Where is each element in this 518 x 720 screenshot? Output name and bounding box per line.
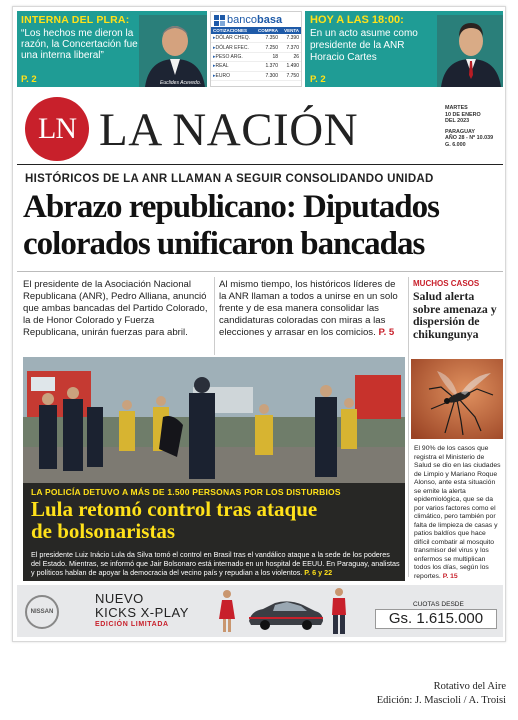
- dateline: MARTES 10 DE ENERO DEL 2023 PARAGUAY AÑO 28 - Nº 10.039 G. 6.000: [445, 105, 494, 148]
- credits-line1: Rotativo del Aire: [433, 681, 506, 692]
- exchange-row: ▸ DÓLAR CHEQ. 7.350 7.390: [211, 34, 301, 43]
- lead-kicker: HISTÓRICOS DE LA ANR LLAMAN A SEGUIR CONSOLIDANDO UNIDAD: [25, 173, 434, 185]
- main-photo-story[interactable]: [23, 357, 405, 581]
- photo-story-page-ref: P. 6 y 22: [304, 568, 333, 577]
- promo-plra-page: P. 2: [21, 74, 37, 85]
- ad-line3: EDICIÓN LIMITADA: [95, 621, 169, 628]
- column-divider: [214, 277, 215, 355]
- promo-cartes-text: En un acto asume como presidente de la ANR Horacio Cartes: [310, 28, 418, 63]
- exchange-row: ▸ EURO 7.300 7.750: [211, 72, 301, 81]
- woman-figure: [217, 589, 237, 633]
- photo-story-headline[interactable]: Lula retomó control tras ataque de bolsonaristas: [31, 497, 318, 543]
- lead-body-col2: Al mismo tiempo, los históricos líderes de la ANR llaman a todos a unirse en un solo frente y de esa manera consolidar las candidaturas coloradas con miras a las elecciones y arrasar en los comicios. P. 5: [219, 279, 398, 338]
- divider: [17, 271, 503, 272]
- ad-line2: KICKS X-PLAY: [95, 605, 189, 620]
- exchange-row: ▸ PESO ARG. 18 26: [211, 53, 301, 62]
- ad-price-label: CUOTAS DESDE: [413, 601, 464, 608]
- sidebar-headline[interactable]: Salud alerta sobre amenaza y dispersión de chikungunya: [413, 289, 497, 341]
- promo-plra[interactable]: [17, 11, 207, 87]
- lead-body-col1: El presidente de la Asociación Nacional Republicana (ANR), Pedro Alliana, anunció que ambas bancadas del Partido Colorado, la de Honor Colorado y Fuerza Republicana, unirán fuerzas para abril.: [23, 279, 208, 338]
- masthead: [17, 91, 503, 165]
- exchange-row: ▸ DÓLAR EFEC. 7.250 7.370: [211, 43, 301, 52]
- lead-page-ref: P. 5: [378, 327, 395, 338]
- car-image: [245, 597, 325, 631]
- ad-price: Gs. 1.615.000: [375, 609, 497, 629]
- lead-headline[interactable]: Abrazo republicano: Diputados colorados unificaron bancadas: [23, 189, 439, 262]
- mosquito-photo: [411, 359, 503, 439]
- promo-cartes-kicker: HOY A LAS 18:00:: [310, 14, 404, 26]
- promo-cartes[interactable]: [305, 11, 503, 87]
- banco-basa-logo: [211, 12, 301, 27]
- newspaper-nameplate: LA NACIÓN: [99, 104, 359, 156]
- exchange-rates-box: [210, 11, 302, 87]
- photo-story-kicker: LA POLICÍA DETUVO A MÁS DE 1.500 PERSONAS POR LOS DISTURBIOS: [31, 487, 341, 497]
- bank-logo-icon: [214, 15, 225, 26]
- exchange-table-header: COTIZACIONES COMPRA VENTA: [213, 28, 299, 33]
- sidebar-page-ref: P. 15: [442, 572, 458, 580]
- nissan-logo: NISSAN: [25, 595, 59, 629]
- promo-cartes-page: P. 2: [310, 74, 326, 85]
- sidebar-body: El 90% de los casos que registra el Ministerio de Salud se dio en las ciudades de Limpio y Mariano Roque Alonso, ante esta situación se emite la alerta epidemiológica, que se da por varios factores como el climático, pero también por falta de limpieza de casas y patios baldíos que hace difícil combatir al mosquito transmisor del virus y los enfermos se multiplican todos los días, según los reportes. P. 15: [414, 445, 501, 580]
- sidebar-kicker: MUCHOS CASOS: [413, 279, 480, 288]
- man-figure: [329, 587, 349, 635]
- top-strip: [17, 11, 503, 87]
- promo-plra-quote: “Los hechos me dieron la razón, la Concertación fue una interna liberal”: [21, 28, 138, 61]
- credits-line2: Edición: J. Mascioli / A. Troisi: [376, 695, 506, 706]
- ad-line1: NUEVO: [95, 591, 144, 606]
- promo-plra-caption: Euclides Acevedo.: [160, 80, 201, 86]
- photo-story-body: El presidente Luiz Inácio Lula da Silva tomó el control en Brasil tras el vandálico ataque a la sede de los poderes del Estado. Mientras, se informó que Jair Bolsonaro está internado en un hospital de EEUU. En Paraguay, analistas y políticos hablan de apoyar la democracia del vecino país y repudian a los violentos. P. 6 y 22: [31, 550, 400, 577]
- nissan-advertisement[interactable]: [17, 585, 503, 637]
- newspaper-front-page: [12, 6, 506, 642]
- person-photo-acevedo: [139, 15, 207, 87]
- person-photo-cartes: [437, 15, 503, 87]
- credits: [377, 680, 506, 708]
- column-divider: [408, 277, 409, 577]
- promo-plra-kicker: INTERNA DEL PLRA:: [21, 14, 130, 26]
- exchange-row: ▸ REAL 1.370 1.490: [211, 62, 301, 71]
- bank-logo-text: bancobasa: [227, 14, 283, 26]
- la-nacion-logo[interactable]: LN: [25, 97, 89, 161]
